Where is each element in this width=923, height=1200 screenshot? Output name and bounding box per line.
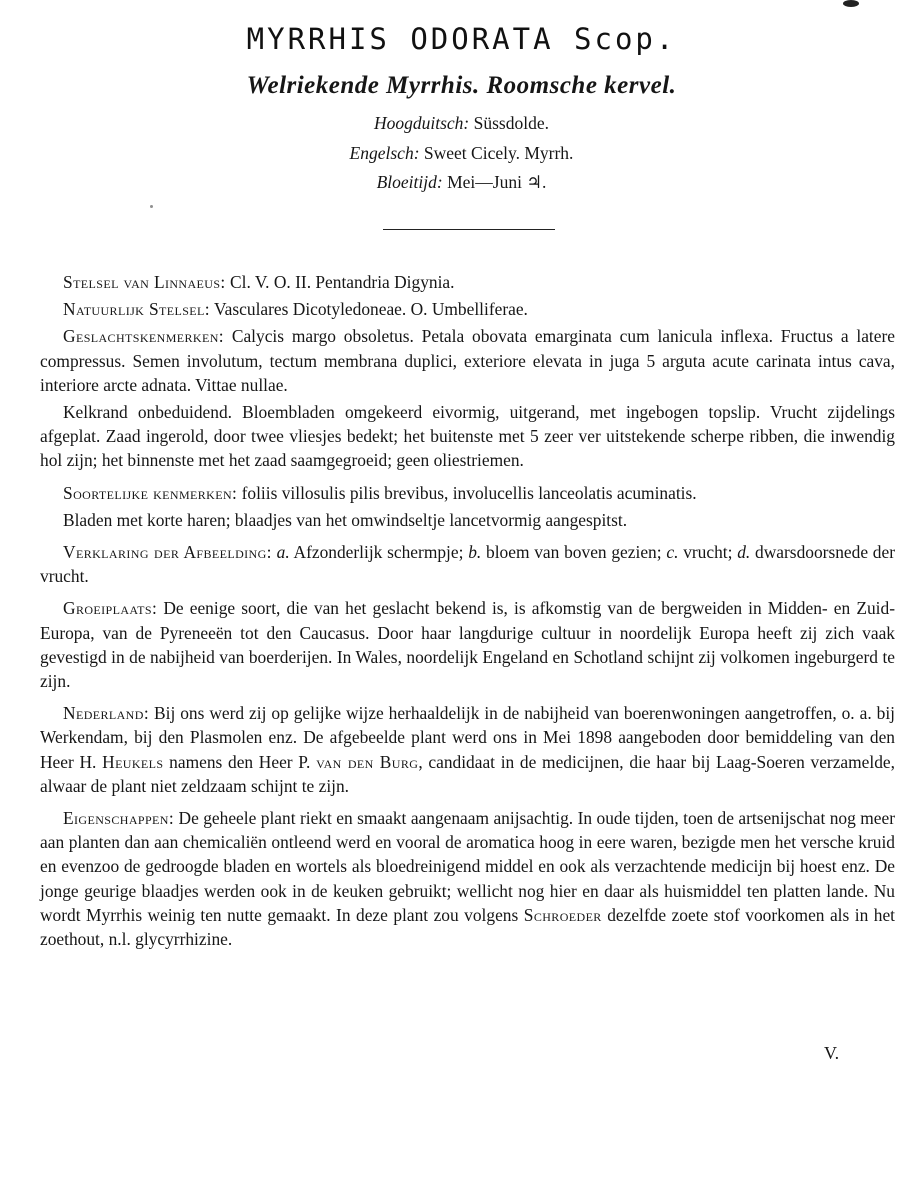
section-soort	[40, 481, 895, 505]
figure-key: d.	[737, 542, 751, 563]
section-text: Bij ons werd zij op gelijke wijze herhaaldelijk in de nabijheid van boerenwoningen aangetroffen, o. a. bij Werkendam, bij den Plasmolen enz. De afgebeelde plant werd ons in Mei 1898 aangeboden door bemiddeling van den Heer H.	[40, 703, 895, 772]
section-eigenschappen	[40, 806, 895, 951]
section-kelkrand	[40, 400, 895, 473]
description-body	[40, 270, 895, 959]
section-label: Geslachtskenmerken:	[63, 326, 224, 347]
section-text: Bladen met korte haren; blaadjes van het omwindseltje lancetvormig aangespitst.	[63, 509, 628, 530]
section-label: Verklaring der Afbeelding:	[63, 542, 272, 563]
section-label: Natuurlijk Stelsel:	[63, 299, 210, 320]
name-value: Süssdolde.	[473, 113, 549, 133]
figure-key-text: Afzonderlijk schermpje;	[293, 542, 464, 563]
section-text: dezelfde zoete stof voorkomen als in het zoethout, n.l. glycyrrhizine.	[40, 904, 896, 950]
name-label: Bloeitijd:	[376, 172, 443, 192]
figure-key-text: bloem van boven gezien;	[486, 542, 662, 563]
section-text: De eenige soort, die van het geslacht bekend is, is afkomstig van de bergweiden in Midden- en Zuid-Europa, van de Pyreneeën tot den Caucasus. Door haar langdurige cultuur in noordelijk Europa heeft zij zich vaak gevestigd in de nabijheid van boerderijen. In Wales, noordelijk Engeland en Schotland schijnt zij volkomen ingeburgerd te zijn.	[40, 598, 895, 692]
section-nederland	[40, 701, 895, 798]
page-title: MYRRHIS ODORATA Scop.	[246, 22, 677, 56]
name-label: Hoogduitsch:	[373, 113, 470, 133]
person-name: Heukels	[102, 751, 164, 772]
person-name: Schroeder	[523, 904, 602, 925]
section-bladen	[40, 508, 895, 532]
section-label: Stelsel van Linnaeus:	[63, 272, 226, 292]
name-value: Sweet Cicely. Myrrh.	[423, 143, 574, 163]
section-label: Groeiplaats:	[63, 598, 158, 619]
figure-key: b.	[468, 542, 482, 563]
section-text: Vasculares Dicotyledoneae. O. Umbelliferae.	[214, 299, 528, 320]
section-label: Soortelijke kenmerken:	[63, 482, 238, 503]
ink-speck	[150, 205, 153, 208]
section-label: Eigenschappen:	[63, 808, 175, 829]
section-text: , candidaat in de medicijnen, die haar bij Laag-Soeren verzamelde, alwaar de plant niet zeldzaam schijnt te zijn.	[40, 751, 895, 796]
section-text: Calycis margo obsoletus. Petala obovata emarginata cum lanicula inflexa. Fructus a latere compressus. Semen involutum, tectum membrana duplici, exteriore elevata in juga 5 arguta acute carinata intus cava, interiore arcte adnata. Vittae nullae.	[40, 326, 895, 395]
figure-key: c.	[666, 542, 679, 563]
name-label: Engelsch:	[349, 143, 420, 163]
section-text: Kelkrand onbeduidend. Bloembladen omgekeerd eivormig, uitgerand, met ingebogen topslip. Vrucht zijdelings afgeplat. Zaad ingerold, door twee vliesjes bedekt; het buitenste met 5 zeer ver uitstekende scherpe ribben, die inwendig hol zijn; het binnenste met het zaad saamgegroeid; geen oliestriemen.	[40, 402, 895, 471]
author-signature: V.	[824, 1043, 840, 1063]
section-text: De geheele plant riekt en smaakt aangenaam anijsachtig. In oude tijden, toen de artsenijschat nog meer aan planten dan aan chemicaliën ontleend werd en vooral de aromatica hoog in eere waren, bezigde men het versche kruid en evenzoo de gedroogde bladen en wortels als bloedreinigend middel en ook als verzachtende medicijn bij hoest enz. De jonge geurige blaadjes werden ook in de keuken gebruikt; wellicht nog hier en daar als huismiddel ten platten lande. Nu wordt Myrrhis weinig ten nutte gemaakt. In deze plant zou volgens	[40, 808, 895, 925]
figure-key-text: dwarsdoorsnede der vrucht.	[40, 542, 895, 587]
ink-speck	[843, 0, 859, 7]
section-geslacht	[40, 324, 895, 397]
name-line-german	[0, 113, 923, 134]
person-name: van den Burg	[316, 751, 419, 772]
section-verklaring	[40, 540, 895, 588]
section-text: foliis villosulis pilis brevibus, involucellis lanceolatis acuminatis.	[241, 482, 697, 503]
name-line-english	[0, 143, 923, 164]
figure-key: a.	[276, 542, 290, 563]
section-natuurlijk	[40, 297, 895, 321]
figure-key-text: vrucht;	[683, 542, 733, 563]
section-text: Cl. V. O. II. Pentandria Digynia.	[230, 272, 455, 292]
page-subtitle: Welriekende Myrrhis. Roomsche kervel.	[246, 72, 677, 99]
name-value: Mei—Juni ♃.	[447, 172, 547, 192]
section-text: namens den Heer P.	[169, 751, 311, 772]
section-linnaeus	[40, 270, 895, 294]
section-groeiplaats	[40, 596, 895, 693]
divider-rule	[383, 229, 555, 230]
section-label: Nederland:	[63, 703, 150, 724]
name-line-flowering	[0, 172, 923, 193]
